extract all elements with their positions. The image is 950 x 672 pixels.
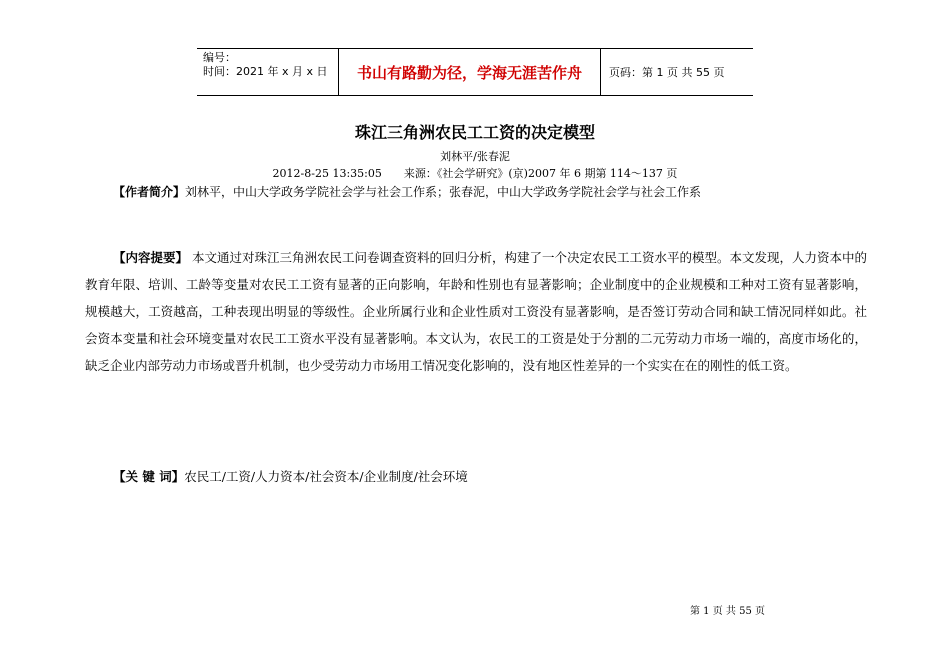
header-meta [197,49,339,95]
author-intro [113,183,873,200]
author-intro-text: 刘林平，中山大学政务学院社会学与社会工作系；张春泥，中山大学政务学院社会学与社会工作系 [185,185,702,199]
keywords-text: 农民工/工资/人力资本/社会资本/企业制度/社会环境 [184,469,468,484]
number-label: 编号： [203,51,236,64]
source-line [0,165,950,181]
header-motto: 书山有路勤为径，学海无涯苦作舟 [339,49,601,95]
article-title: 珠江三角洲农民工工资的决定模型 [354,123,595,142]
abstract-tag: 【内容提要】 [113,250,189,265]
page-header [197,48,753,96]
author-intro-tag: 【作者简介】 [113,185,186,199]
keywords [113,467,873,485]
abstract [85,244,867,379]
keywords-tag: 【关 键 词】 [113,469,185,484]
header-page-number: 页码：第 1 页 共 55 页 [609,66,725,79]
time-text: 时间：2021 年 x 月 x 日 [203,65,328,78]
publish-datetime: 2012-8-25 13:35:05 [272,167,382,180]
source-text: 来源：《社会学研究》(京)2007 年 6 期第 114～137 页 [403,167,678,180]
page-footer: 第 1 页 共 55 页 [690,606,765,617]
article-authors: 刘林平/张春泥 [440,150,510,163]
abstract-text: 本文通过对珠江三角洲农民工问卷调查资料的回归分析，构建了一个决定农民工工资水平的模型。本文发现，人力资本中的教育年限、培训、工龄等变量对农民工工资有显著的正向影响，年龄和性别也有显著影响；企业制度中的企业规模和工种对工资有显著影响，规模越大，工资越高，工种表现出明显的等级性。企业所属行业和企业性质对工资没有显著影响，是否签订劳动合同和缺工情况同样如此。社会资本变量和社会环境变量对农民工工资水平没有显著影响。本文认为，农民工的工资是处于分割的二元劳动力市场一端的，高度市场化的，缺乏企业内部劳动力市场或晋升机制，也少受劳动力市场用工情况变化影响的，没有地区性差异的一个实实在在的刚性的低工资。 [85,250,868,373]
